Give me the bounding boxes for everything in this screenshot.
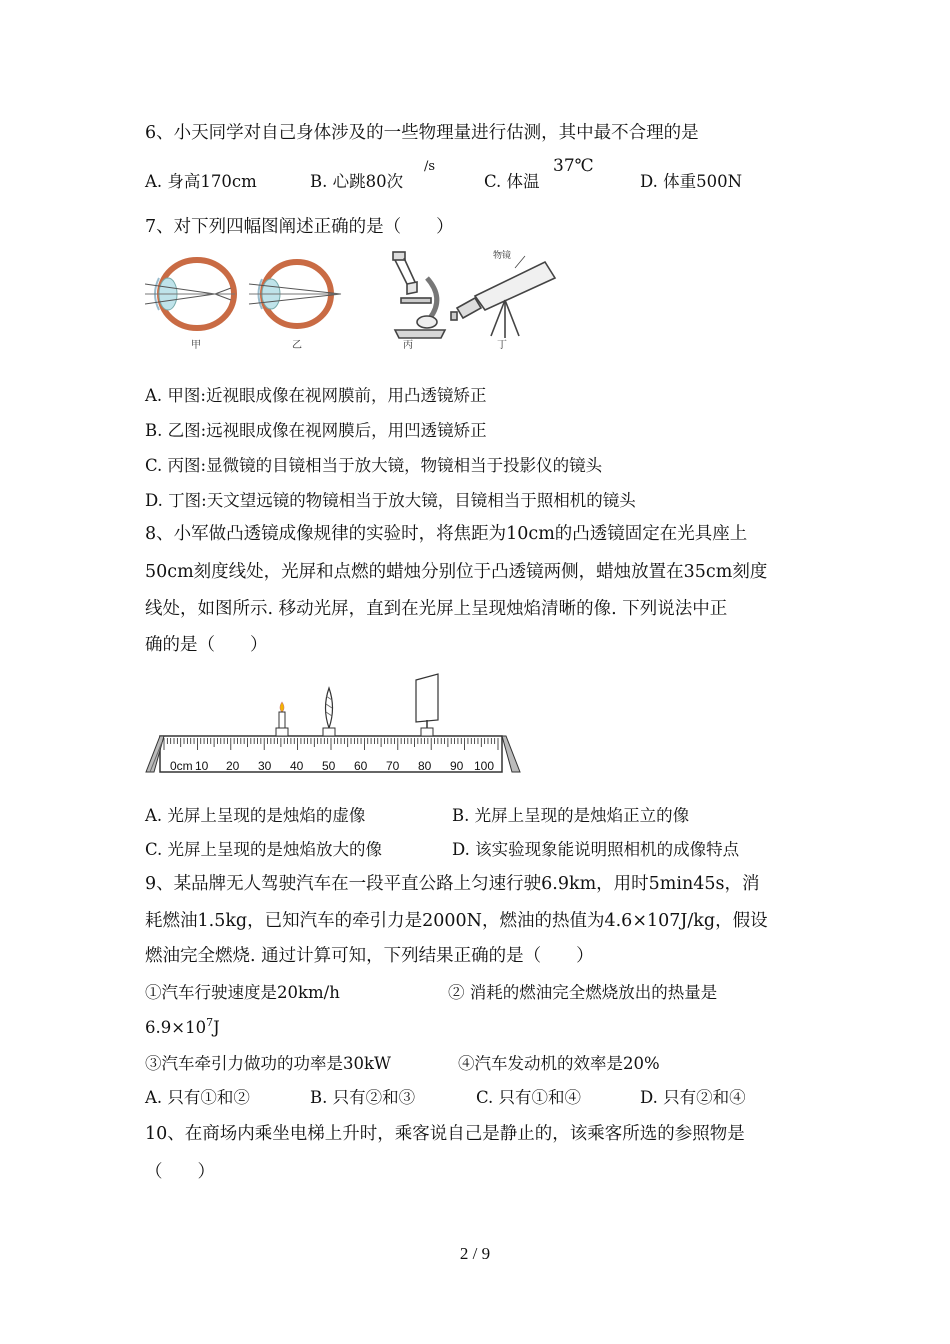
microscope-icon xyxy=(393,252,445,338)
q6-option-c-value: 37℃ xyxy=(553,156,594,176)
page-number: 2 / 9 xyxy=(459,1244,491,1263)
q8-option-d[interactable]: D. 该实验现象能说明照相机的成像特点 xyxy=(452,840,740,859)
q7-figure xyxy=(145,248,565,356)
figure-label-bing: 丙 xyxy=(403,340,413,351)
ruler-label-100: 100 xyxy=(474,759,495,773)
q7-option-b[interactable]: B. 乙图:远视眼成像在视网膜后，用凹透镜矫正 xyxy=(145,421,487,440)
q9-item-1: ①汽车行驶速度是20km/h xyxy=(145,983,340,1002)
ruler-label-60: 60 xyxy=(354,759,368,773)
q7-option-c[interactable]: C. 丙图:显微镜的目镜相当于放大镜，物镜相当于投影仪的镜头 xyxy=(145,456,603,475)
ruler-label-30: 30 xyxy=(258,759,272,773)
q9-item-4: ④汽车发动机的效率是20% xyxy=(458,1054,660,1073)
ruler-label-70: 70 xyxy=(386,759,400,773)
ruler-label-80: 80 xyxy=(418,759,432,773)
ruler-label-20: 20 xyxy=(226,759,240,773)
q7-option-a[interactable]: A. 甲图:近视眼成像在视网膜前，用凸透镜矫正 xyxy=(145,386,487,405)
q6-stem: 6、小天同学对自己身体涉及的一些物理量进行估测，其中最不合理的是 xyxy=(145,123,699,143)
q8-option-a[interactable]: A. 光屏上呈现的是烛焰的虚像 xyxy=(145,806,366,825)
q8-stem-line-3: 线处，如图所示. 移动光屏，直到在光屏上呈现烛焰清晰的像. 下列说法中正 xyxy=(145,599,728,619)
ruler-label-0: 0cm xyxy=(170,759,193,773)
q9-stem-line-2: 耗燃油1.5kg，已知汽车的牵引力是2000N，燃油的热值为4.6×107J/kg，假设 xyxy=(145,911,768,931)
q10-blank: （ ） xyxy=(145,1162,215,1182)
q8-stem-line-4: 确的是（ ） xyxy=(145,635,268,655)
ruler-label-50: 50 xyxy=(322,759,336,773)
q9-item-2-value: $6.9\times 10^7J$ xyxy=(145,1016,220,1037)
figure-label-ding: 丁 xyxy=(497,340,507,351)
ruler-label-10: 10 xyxy=(195,759,209,773)
q9-option-a[interactable]: A. 只有①和② xyxy=(145,1088,250,1107)
q6-option-b-unit: /s xyxy=(424,159,436,174)
q8-stem-line-2: 50cm刻度线处，光屏和点燃的蜡烛分别位于凸透镜两侧，蜡烛放置在35cm刻度 xyxy=(145,562,768,582)
ruler-label-90: 90 xyxy=(450,759,464,773)
figure-label-yi: 乙 xyxy=(292,340,302,351)
telescope-icon xyxy=(451,256,555,338)
candle-icon xyxy=(276,702,288,736)
light-screen-icon xyxy=(416,674,438,736)
q9-item-2: ② 消耗的燃油完全燃烧放出的热量是 xyxy=(448,983,718,1002)
q9-stem-line-3: 燃油完全燃烧. 通过计算可知，下列结果正确的是（ ） xyxy=(145,946,594,966)
q9-option-c[interactable]: C. 只有①和④ xyxy=(476,1088,582,1107)
figure-label-jia: 甲 xyxy=(191,340,201,351)
q6-option-b[interactable]: B. 心跳80次 xyxy=(310,172,404,191)
optical-bench-figure xyxy=(140,672,524,778)
q6-option-a[interactable]: A. 身高170cm xyxy=(145,172,257,191)
q8-option-c[interactable]: C. 光屏上呈现的是烛焰放大的像 xyxy=(145,840,383,859)
q8-stem-line-1: 8、小军做凸透镜成像规律的实验时，将焦距为10cm的凸透镜固定在光具座上 xyxy=(145,524,748,544)
q8-option-b[interactable]: B. 光屏上呈现的是烛焰正立的像 xyxy=(452,806,690,825)
q9-option-b[interactable]: B. 只有②和③ xyxy=(310,1088,416,1107)
q9-item-3: ③汽车牵引力做功的功率是30kW xyxy=(145,1054,391,1073)
eye-diagram-hyperopia xyxy=(249,262,341,326)
convex-lens-icon xyxy=(323,688,335,736)
telescope-objective-label: 物镜 xyxy=(493,250,512,260)
eye-diagram-myopia xyxy=(145,260,235,328)
q9-option-d[interactable]: D. 只有②和④ xyxy=(640,1088,746,1107)
q7-stem: 7、对下列四幅图阐述正确的是（ ） xyxy=(145,217,454,237)
q10-stem: 10、在商场内乘坐电梯上升时，乘客说自己是静止的，该乘客所选的参照物是 xyxy=(145,1124,745,1144)
q6-option-d[interactable]: D. 体重500N xyxy=(640,172,743,191)
ruler-label-40: 40 xyxy=(290,759,304,773)
q9-stem-line-1: 9、某品牌无人驾驶汽车在一段平直公路上匀速行驶6.9km，用时5min45s，消 xyxy=(145,874,760,894)
q6-option-c[interactable]: C. 体温 xyxy=(484,172,540,191)
bench-right-leg xyxy=(502,736,520,772)
q7-option-d[interactable]: D. 丁图:天文望远镜的物镜相当于放大镜，目镜相当于照相机的镜头 xyxy=(145,491,636,510)
